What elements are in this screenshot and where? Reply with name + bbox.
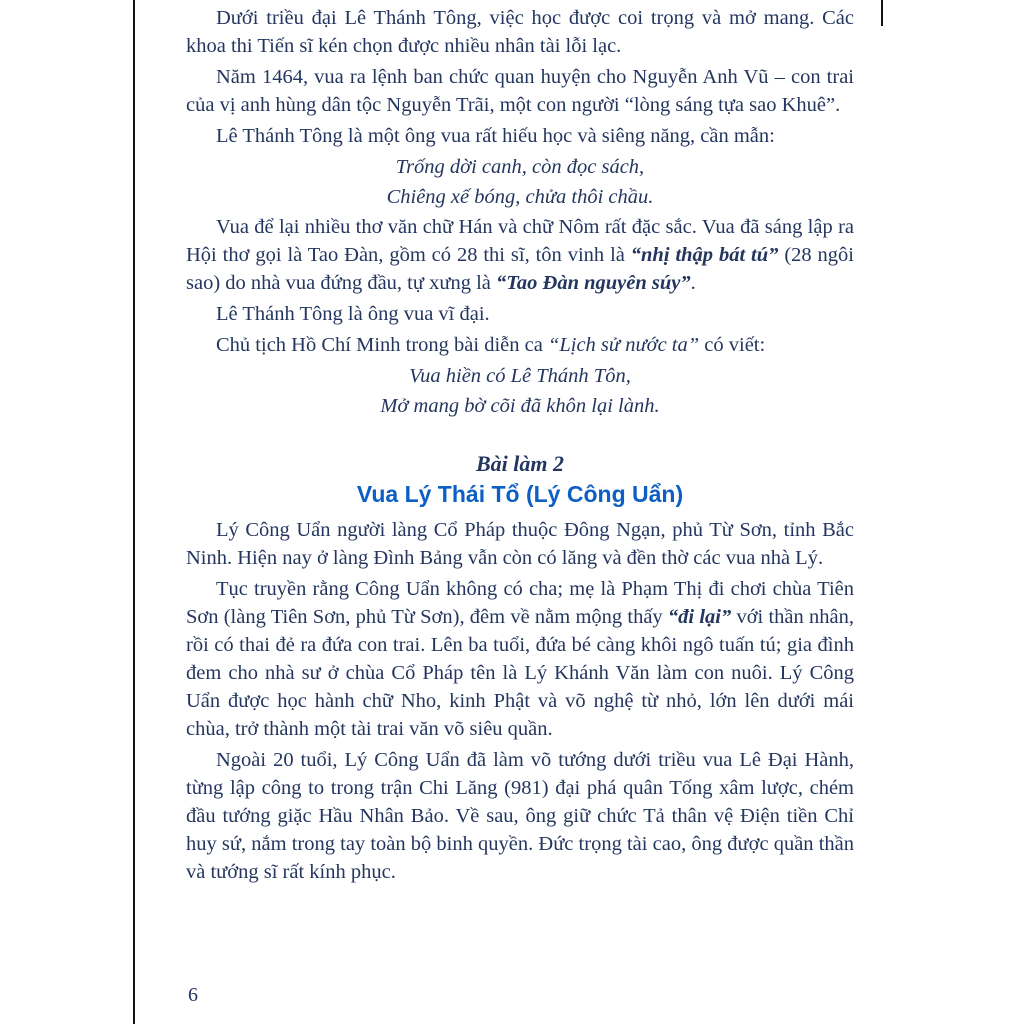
right-page-border-line — [881, 0, 883, 26]
text-segment-bold-italic: “Tao Đàn nguyên súy” — [496, 272, 691, 294]
text-segment-bold-italic: “nhị thập bát tú” — [630, 244, 779, 266]
text-segment: Tục truyền rằng Công Uẩn không có cha; mẹ là Phạm Thị đi chơi chùa Tiên Sơn (làng Tiên Sơn, phủ Từ Sơn), đêm về nằm mộng thấy — [186, 578, 854, 628]
text-segment: Vua để lại nhiều thơ văn chữ Hán và chữ Nôm rất đặc sắc. Vua đã sáng lập ra Hội thơ gọi là Tao Đàn, gồm có 28 thi sĩ, tôn vinh là — [186, 216, 854, 266]
text-segment: với thần nhân, rồi có thai đẻ ra đứa con trai. Lên ba tuổi, đứa bé càng khôi ngô tuấn tú; gia đình đem cho nhà sư ở chùa Cổ Pháp tên là Lý Khánh Văn làm con nuôi. Lý Công Uẩn được học hành chữ Nho, kinh Phật và võ nghệ từ nhỏ, lớn lên dưới mái chùa, trở thành một tài trai văn võ siêu quần. — [186, 606, 854, 740]
paragraph-tho-van — [186, 213, 854, 297]
text-segment: có viết: — [699, 334, 766, 356]
verse-line-3: Vua hiền có Lê Thánh Tôn, — [409, 365, 631, 387]
section-heading-bai-lam-2: Bài làm 2 — [475, 451, 564, 476]
page-content — [186, 4, 854, 889]
section-title-vua-ly-thai-to: Vua Lý Thái Tổ (Lý Công Uẩn) — [356, 481, 684, 507]
verse-line-1: Trống dời canh, còn đọc sách, — [395, 156, 645, 178]
text-segment: . — [690, 272, 696, 294]
text-segment-bold-italic: “đi lại” — [667, 606, 732, 628]
text-segment: Chủ tịch Hồ Chí Minh trong bài diễn ca — [216, 334, 548, 356]
paragraph-hieu-hoc: Lê Thánh Tông là một ông vua rất hiếu học và siêng năng, cần mẫn: — [216, 125, 775, 147]
paragraph-vua-vi-dai: Lê Thánh Tông là ông vua vĩ đại. — [216, 303, 490, 325]
paragraph-ho-chi-minh — [186, 331, 854, 359]
paragraph-tuc-truyen — [186, 575, 854, 743]
text-segment: (28 ngôi sao) do nhà vua đứng đầu, tự xưng là — [186, 244, 854, 294]
paragraph-nam-1464: Năm 1464, vua ra lệnh ban chức quan huyện cho Nguyễn Anh Vũ – con trai của vị anh hùng dân tộc Nguyễn Trãi, một con người “lòng sáng tựa sao Khuê”. — [186, 66, 854, 116]
verse-line-4: Mở mang bờ cõi đã khôn lại lành. — [380, 395, 660, 417]
left-page-border-line — [133, 0, 135, 1024]
page-number: 6 — [188, 984, 198, 1006]
verse-line-2: Chiêng xế bóng, chửa thôi chầu. — [386, 186, 654, 208]
text-segment-italic: “Lịch sử nước ta” — [547, 334, 700, 356]
paragraph-le-thanh-tong-education: Dưới triều đại Lê Thánh Tông, việc học được coi trọng và mở mang. Các khoa thi Tiến sĩ kén chọn được nhiều nhân tài lỗi lạc. — [186, 7, 854, 57]
paragraph-ly-cong-uan-origin: Lý Công Uẩn người làng Cổ Pháp thuộc Đông Ngạn, phủ Từ Sơn, tỉnh Bắc Ninh. Hiện nay ở làng Đình Bảng vẫn còn có lăng và đền thờ các vua nhà Lý. — [186, 519, 854, 569]
paragraph-ngoai-20-tuoi: Ngoài 20 tuổi, Lý Công Uẩn đã làm võ tướng dưới triều vua Lê Đại Hành, từng lập công to trong trận Chi Lăng (981) đại phá quân Tống xâm lược, chém đầu tướng giặc Hầu Nhân Bảo. Về sau, ông giữ chức Tả thân vệ Điện tiền Chỉ huy sứ, nắm trong tay toàn bộ binh quyền. Đức trọng tài cao, ông được quần thần và tướng sĩ rất kính phục. — [186, 749, 854, 883]
